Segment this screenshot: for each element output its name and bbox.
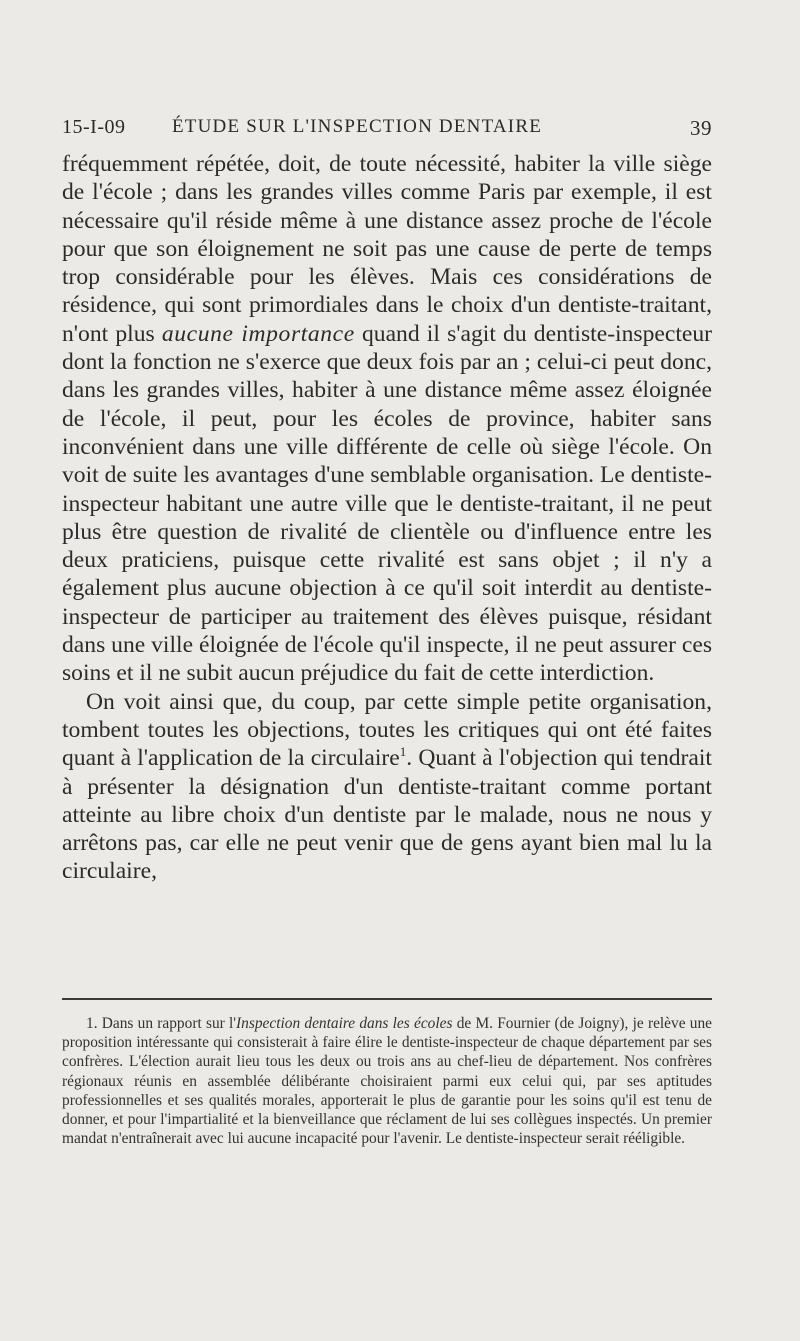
paragraph-1-emphasis: aucune importance bbox=[161, 320, 355, 347]
header-date: 15-I-09 bbox=[62, 116, 126, 138]
paragraph-2 bbox=[62, 688, 712, 886]
paragraph-2-text-b: . Quant à l'objection qui tendrait à présenter la désignation d'un dentiste-traitant comme portant atteinte au libre choix d'un dentiste par le malade, nous ne nous y arrêtons pas, car elle ne peut venir que de gens ayant bien mal lu la circulaire, bbox=[62, 745, 712, 885]
paragraph-1-text-a: fréquemment répétée, doit, de toute nécessité, habiter la ville siège de l'école ; dans les grandes villes comme Paris par exemple, il est nécessaire qu'il réside même à une distance assez proche de l'école pour que son éloignement ne soit pas une cause de perte de temps trop considérable pour les élèves. Mais ces considérations de résidence, qui sont primordiales dans le choix d'un dentiste-traitant, n'ont plus bbox=[62, 151, 712, 347]
footnote-reference: 1 bbox=[399, 744, 407, 760]
footnote bbox=[62, 1014, 712, 1148]
paragraph-1-text-b: quand il s'agit du dentiste-inspecteur dont la fonction ne s'exerce que deux fois par an ; celui-ci peut donc, dans les grandes villes, habiter à une distance même assez éloignée de l'école, il peut, pour les écoles de province, habiter sans inconvénient dans une ville différente de celle où siège l'école. On voit de suite les avantages d'une semblable organisation. Le dentiste-inspecteur habitant une autre ville que le dentiste-traitant, il ne peut plus être question de rivalité de clientèle ou d'influence entre les deux praticiens, puisque cette rivalité est sans objet ; il n'y a également plus aucune objection à ce qu'il soit interdit au dentiste-inspecteur de participer au traitement des élèves puisque, résidant dans une ville éloignée de l'école qu'il inspecte, il ne peut assurer ces soins et il ne subit aucun préjudice du fait de cette interdiction. bbox=[62, 320, 713, 687]
running-title: ÉTUDE SUR L'INSPECTION DENTAIRE bbox=[172, 116, 542, 137]
body-text bbox=[62, 150, 712, 886]
footnote-text-b: de M. Fournier (de Joigny), je relève une proposition intéressante qui consisterait à faire élire le dentiste-inspecteur de chaque département par ses confrères. L'élection aurait lieu tous les deux ou trois ans au chef-lieu de département. Nos confrères régionaux réunis en assemblée délibérante choisiraient parmi eux celui qui, par ses aptitudes professionnelles et ses qualités morales, apporterait le plus de garantie pour les soins qu'il est tenu de donner, et pour l'impartialité et la bienveillance que réclament de lui ses collègues inspectés. Un premier mandat n'entraînerait avec lui aucune incapacité pour l'avenir. Le dentiste-inspecteur serait rééligible. bbox=[62, 1015, 712, 1148]
footnote-1 bbox=[62, 1014, 712, 1148]
paragraph-2-text-a: On voit ainsi que, du coup, par cette simple petite organisation, tombent toutes les objections, toutes les critiques qui ont été faites quant à l'application de la circulaire bbox=[62, 688, 712, 772]
footnote-emphasis: Inspection dentaire dans les écoles bbox=[236, 1015, 453, 1032]
footnote-divider bbox=[62, 998, 712, 1000]
running-header bbox=[62, 116, 712, 148]
page-number: 39 bbox=[690, 116, 712, 140]
paragraph-1 bbox=[62, 150, 712, 688]
footnote-text-a: 1. Dans un rapport sur l' bbox=[86, 1015, 237, 1032]
